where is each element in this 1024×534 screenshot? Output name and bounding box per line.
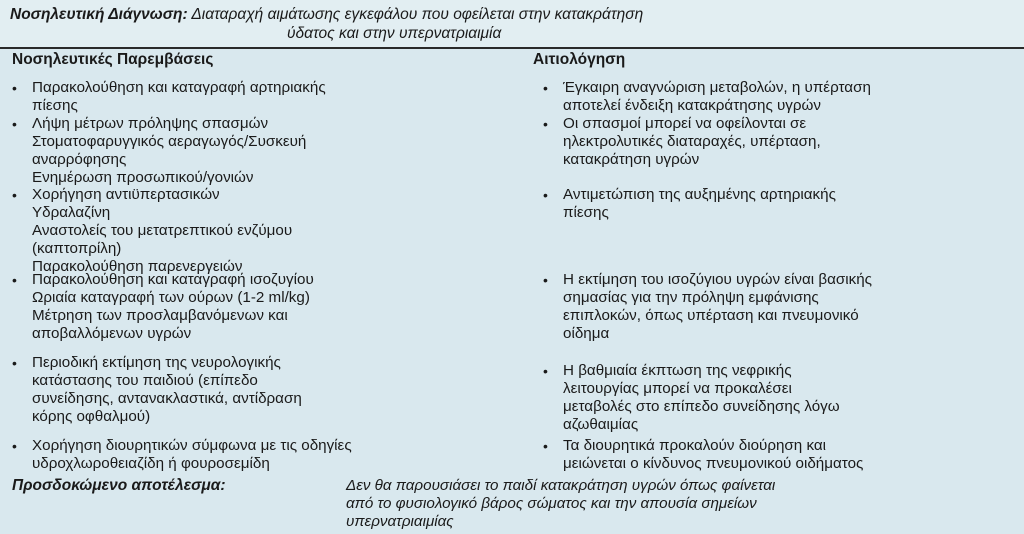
bullet-icon: •: [543, 116, 548, 132]
intervention-line: Ωριαία καταγραφή των ούρων (1-2 ml/kg): [32, 289, 310, 306]
intervention-line: κατάστασης του παιδιού (επίπεδο: [32, 372, 258, 389]
intervention-cell: [32, 186, 292, 276]
intervention-line: (καπτοπρίλη): [32, 240, 122, 257]
intervention-cell: [32, 79, 326, 115]
outcome-text: [346, 477, 775, 531]
column-header-rationale: Αιτιολόγηση: [533, 51, 626, 68]
rationale-line: οίδημα: [563, 325, 610, 342]
rationale-line: αζωθαιμίας: [563, 416, 639, 433]
outcome-line: Δεν θα παρουσιάσει το παιδί κατακράτηση υγρών όπως φαίνεται: [346, 477, 776, 494]
intervention-line: Ενημέρωση προσωπικού/γονιών: [32, 169, 254, 186]
intervention-line: Χορήγηση διουρητικών σύμφωνα με τις οδηγίες: [32, 437, 352, 454]
column-header-interventions: Νοσηλευτικές Παρεμβάσεις: [12, 51, 214, 68]
rationale-cell: [563, 271, 872, 343]
intervention-cell: [32, 354, 302, 426]
bullet-icon: •: [12, 272, 17, 288]
intervention-line: Λήψη μέτρων πρόληψης σπασμών: [32, 115, 269, 132]
rationale-line: σημασίας για την πρόληψη εμφάνισης: [563, 289, 819, 306]
diagnosis-label: Νοσηλευτική Διάγνωση:: [10, 6, 188, 23]
intervention-line: υδροχλωροθειαζίδη ή φουροσεμίδη: [32, 455, 270, 472]
intervention-cell: [32, 271, 314, 343]
rationale-cell: [563, 79, 871, 115]
outcome-line: από το φυσιολογικό βάρος σώματος και την απουσία σημείων: [346, 495, 757, 512]
rationale-line: Η βαθμιαία έκπτωση της νεφρικής: [563, 362, 792, 379]
diagnosis-text-2: ύδατος και στην υπερνατριαιμία: [287, 25, 502, 42]
diagnosis-line-1: [10, 6, 643, 24]
rationale-cell: [563, 437, 863, 473]
rationale-line: πίεσης: [563, 204, 609, 221]
bullet-icon: •: [12, 438, 17, 454]
bullet-icon: •: [12, 187, 17, 203]
rationale-line: Η εκτίμηση του ισοζύγιου υγρών είναι βασικής: [563, 271, 873, 288]
intervention-line: πίεσης: [32, 97, 78, 114]
bullet-icon: •: [12, 80, 17, 96]
header-divider: [0, 47, 1024, 49]
rationale-line: αποτελεί ένδειξη κατακράτησης υγρών: [563, 97, 821, 114]
rationale-cell: [563, 115, 821, 169]
rationale-line: Έγκαιρη αναγνώριση μεταβολών, η υπέρταση: [563, 79, 871, 96]
rationale-line: μεταβολές στο επίπεδο συνείδησης λόγω: [563, 398, 840, 415]
intervention-line: Παρακολούθηση και καταγραφή αρτηριακής: [32, 79, 326, 96]
diagnosis-text-1: Διαταραχή αιμάτωσης εγκεφάλου που οφείλεται στην κατακράτηση: [191, 6, 644, 23]
bullet-icon: •: [543, 80, 548, 96]
rationale-line: Οι σπασμοί μπορεί να οφείλονται σε: [563, 115, 807, 132]
bullet-icon: •: [543, 187, 548, 203]
intervention-line: Παρακολούθηση παρενεργειών: [32, 258, 243, 275]
rationale-line: κατακράτηση υγρών: [563, 151, 700, 168]
rationale-cell: [563, 362, 840, 434]
diagnosis-header: [0, 0, 1024, 48]
outcome-label: Προσδοκώμενο αποτέλεσμα:: [12, 477, 226, 494]
intervention-line: Παρακολούθηση και καταγραφή ισοζυγίου: [32, 271, 314, 288]
intervention-line: Στοματοφαρυγγικός αεραγωγός/Συσκευή: [32, 133, 307, 150]
intervention-line: συνείδησης, αντανακλαστικά, αντίδραση: [32, 390, 302, 407]
intervention-line: Υδραλαζίνη: [32, 204, 111, 221]
intervention-line: Μέτρηση των προσλαμβανόμενων και: [32, 307, 288, 324]
intervention-line: Αναστολείς του μετατρεπτικού ενζύμου: [32, 222, 293, 239]
bullet-icon: •: [543, 438, 548, 454]
intervention-line: κόρης οφθαλμού): [32, 408, 151, 425]
bullet-icon: •: [543, 363, 548, 379]
bullet-icon: •: [12, 116, 17, 132]
rationale-line: επιπλοκών, όπως υπέρταση και πνευμονικό: [563, 307, 859, 324]
bullet-icon: •: [12, 355, 17, 371]
rationale-line: μειώνεται ο κίνδυνος πνευμονικού οιδήματος: [563, 455, 864, 472]
outcome-line: υπερνατριαιμίας: [346, 513, 454, 530]
rationale-cell: [563, 186, 836, 222]
intervention-line: αποβαλλόμενων υγρών: [32, 325, 192, 342]
rationale-line: λειτουργίας μπορεί να προκαλέσει: [563, 380, 792, 397]
rationale-line: ηλεκτρολυτικές διαταραχές, υπέρταση,: [563, 133, 821, 150]
intervention-line: Χορήγηση αντιϋπερτασικών: [32, 186, 220, 203]
intervention-cell: [32, 115, 306, 187]
bullet-icon: •: [543, 272, 548, 288]
intervention-cell: [32, 437, 352, 473]
intervention-line: αναρρόφησης: [32, 151, 127, 168]
intervention-line: Περιοδική εκτίμηση της νευρολογικής: [32, 354, 281, 371]
rationale-line: Τα διουρητικά προκαλούν διούρηση και: [563, 437, 827, 454]
rationale-line: Αντιμετώπιση της αυξημένης αρτηριακής: [563, 186, 836, 203]
